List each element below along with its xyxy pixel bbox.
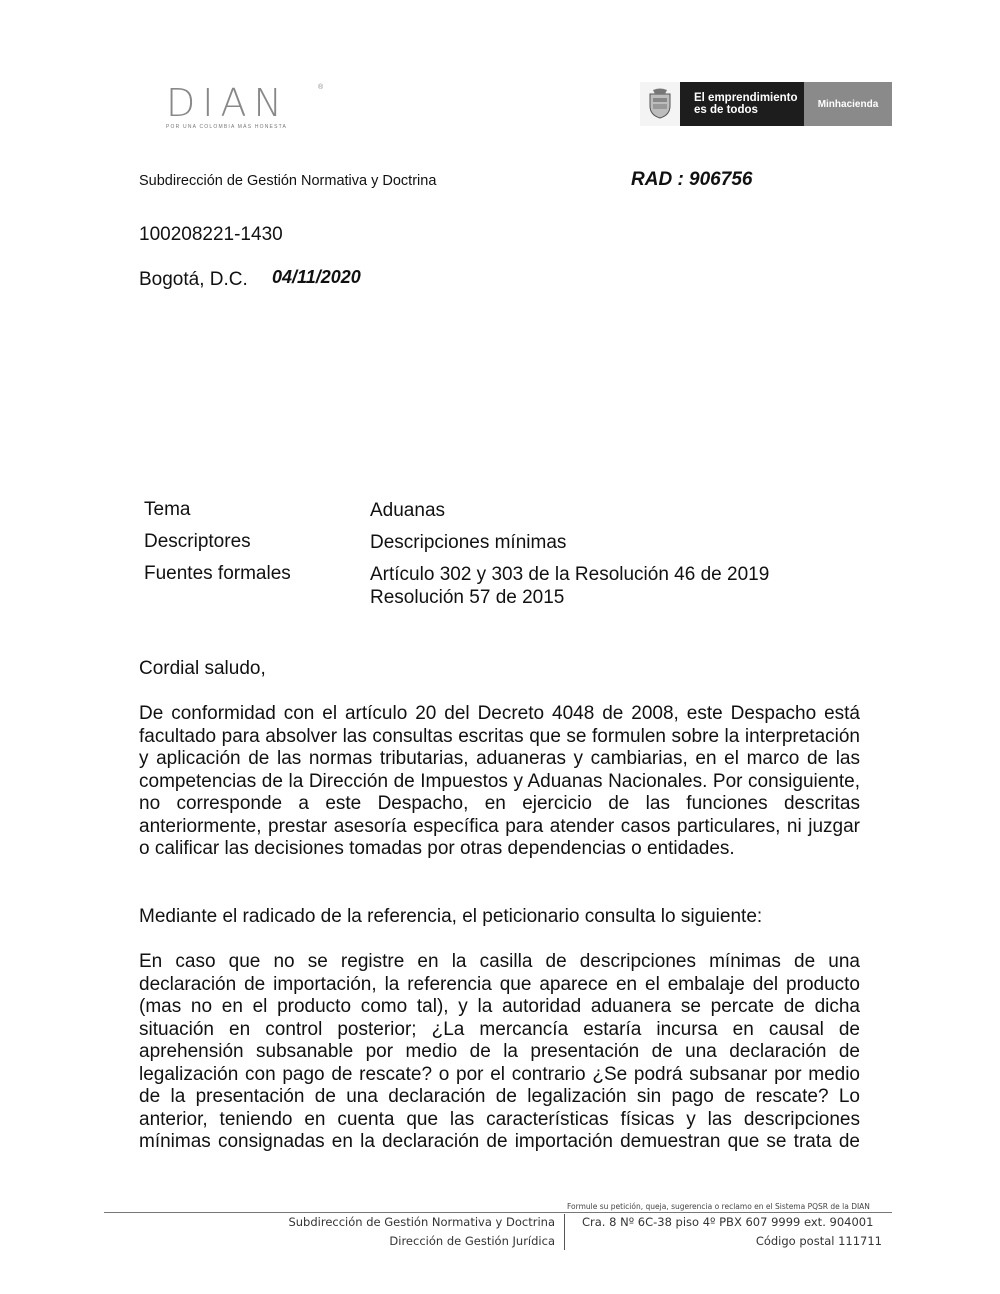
footer-direction: Dirección de Gestión Jurídica [389, 1234, 555, 1248]
footer-address: Cra. 8 Nº 6C-38 piso 4º PBX 607 9999 ext. 904001 [582, 1215, 874, 1229]
dian-logo [166, 81, 326, 130]
gov-logo-line-1: El emprendimiento [694, 92, 798, 104]
dian-tagline: POR UNA COLOMBIA MÁS HONESTA [166, 124, 288, 130]
subdirection-header: Subdirección de Gestión Normativa y Doctrina [139, 173, 437, 189]
greeting: Cordial saludo, [139, 658, 266, 679]
fuentes-value-2: Resolución 57 de 2015 [370, 587, 565, 608]
footer-subdirection: Subdirección de Gestión Normativa y Doctrina [288, 1215, 555, 1229]
dian-logo-text: DIAN [166, 81, 289, 125]
paragraph-2: Mediante el radicado de la referencia, el peticionario consulta lo siguiente: [139, 906, 763, 927]
coat-of-arms-icon [640, 82, 680, 126]
gov-logo-slogan [680, 82, 804, 126]
descriptores-label: Descriptores [144, 531, 251, 552]
document-date: 04/11/2020 [272, 267, 361, 287]
paragraph-1: De conformidad con el artículo 20 del Decreto 4048 de 2008, este Despacho está facultado para absolver las consultas escritas que se formulen sobre la interpretación y aplicación de las normas tributarias, aduaneras y cambiarias, en el marco de las competencias de la Dirección de Impuestos y Aduanas Nacionales. Por consiguiente, no corresponde a este Despacho, en ejercicio de las funciones descritas anteriormente, prestar asesoría específica para atender casos particulares, ni juzgar o calificar las decisiones tomadas por otras dependencias o entidades. [139, 703, 860, 859]
footer-divider-line [104, 1212, 892, 1213]
tema-label: Tema [144, 499, 191, 520]
fuentes-value-1: Artículo 302 y 303 de la Resolución 46 de 2019 [370, 564, 770, 585]
document-number: 100208221-1430 [139, 224, 283, 245]
gov-logo-ministry: Minhacienda [804, 82, 892, 126]
paragraph-3: En caso que no se registre en la casilla de descripciones mínimas de una declaración de importación, la referencia que aparece en el embalaje del producto (mas no en el producto como tal), y la autoridad aduanera se percate de dicha situación en control posterior; ¿La mercancía estaría incursa en causal de aprehensión subsanable por medio de la presentación de una declaración de legalización con pago de rescate? o por el contrario ¿Se podrá subsanar por medio de la presentación de una declaración de legalización sin pago de rescate? Lo anterior, teniendo en cuenta que las características físicas y las descripciones mínimas consignadas en la declaración de importación demuestran que se trata de [139, 951, 860, 1152]
footer-vertical-divider [564, 1214, 565, 1250]
government-logo [640, 82, 892, 126]
rad-number: RAD : 906756 [631, 169, 753, 190]
descriptores-value: Descripciones mínimas [370, 532, 567, 553]
tema-value: Aduanas [370, 500, 446, 521]
fuentes-label: Fuentes formales [144, 563, 291, 584]
footer-postal-code: Código postal 111711 [755, 1234, 882, 1248]
footer-note: Formule su petición, queja, sugerencia o reclamo en el Sistema PQSR de la DIAN [567, 1202, 870, 1211]
gov-logo-line-2: es de todos [694, 104, 758, 116]
registered-mark-icon: ® [318, 84, 324, 91]
city: Bogotá, D.C. [139, 269, 248, 290]
